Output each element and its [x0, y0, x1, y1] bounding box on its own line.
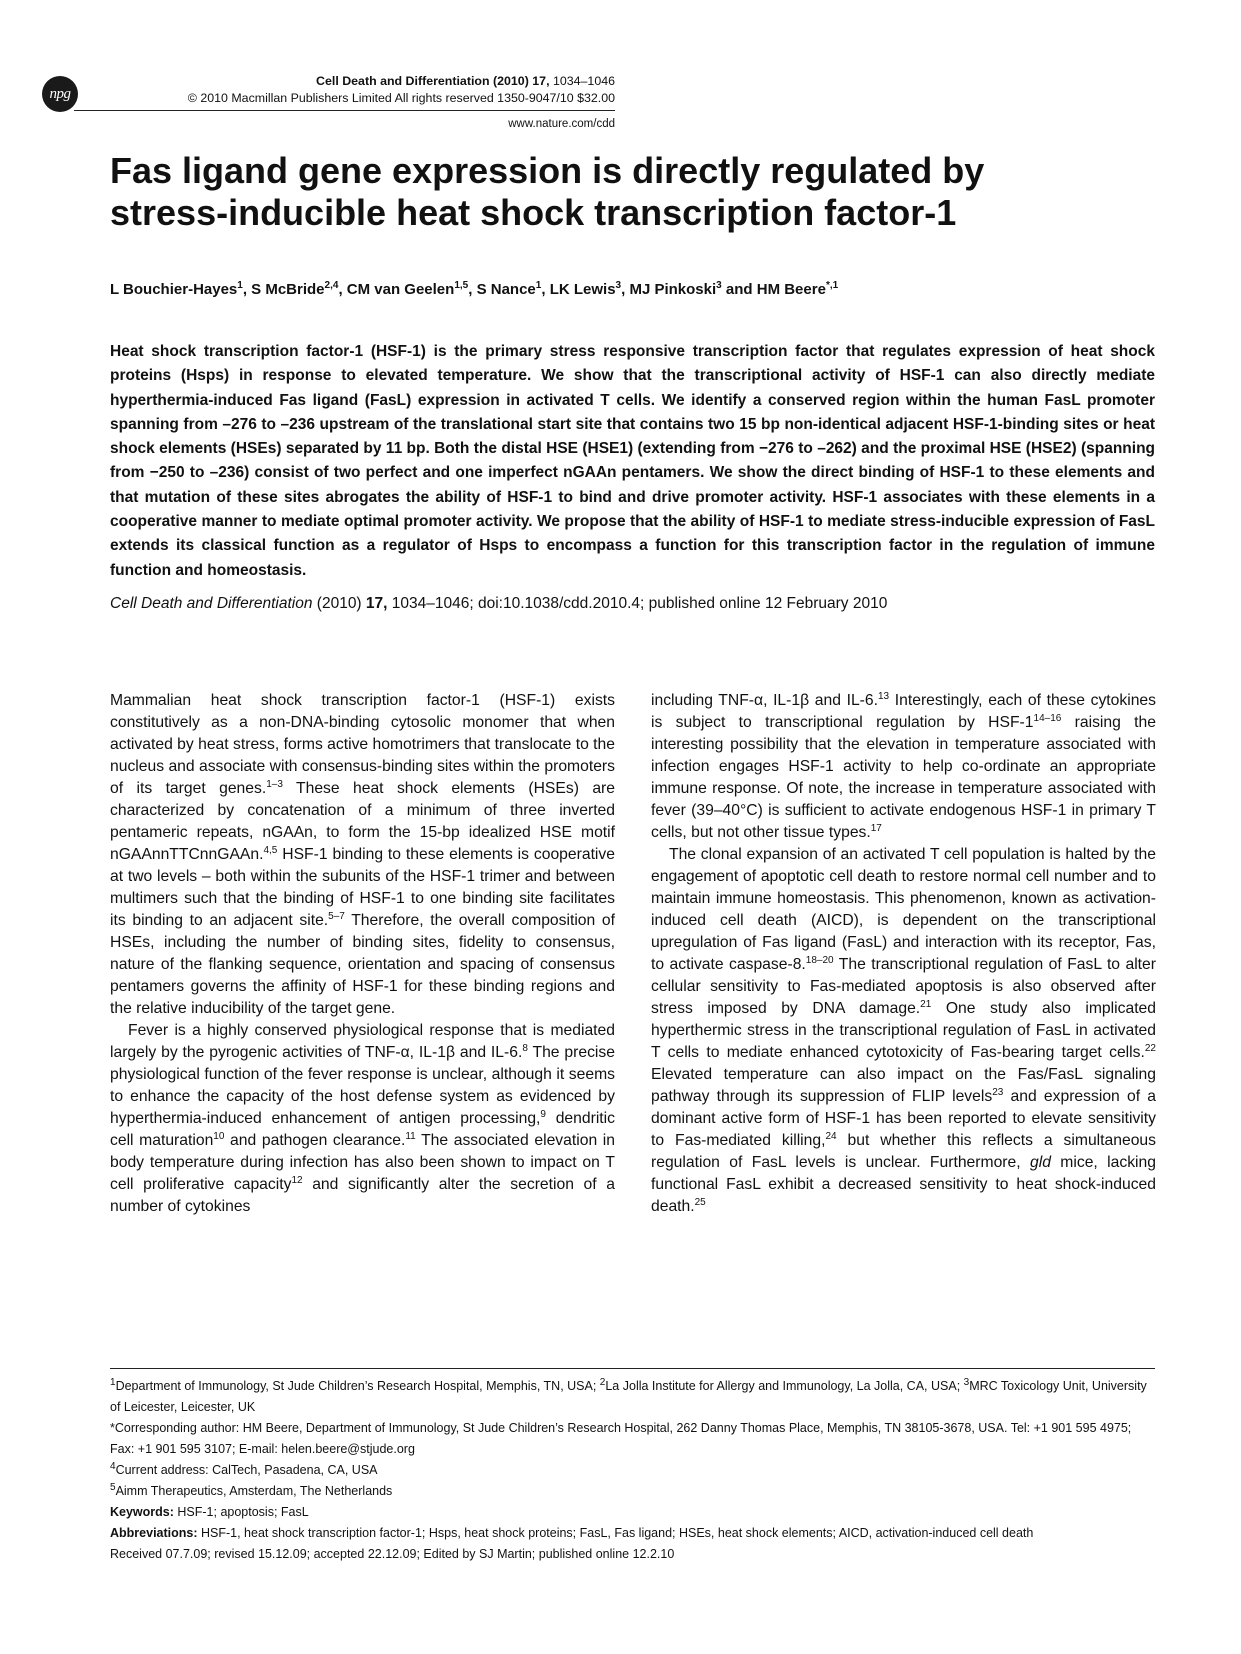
text-run: The precise physiological function of the fever response is unclear, although it seems to enhance the capacity of the host defense system as evidenced by hyperthermia-induced enhancement of antigen processing, — [110, 1044, 615, 1127]
reference-superscript: 4,5 — [263, 844, 278, 856]
author-name: HM Beere — [756, 281, 826, 298]
author-affiliation: 1,5 — [454, 280, 469, 291]
author-affiliation: 3 — [615, 280, 622, 291]
text-run: MRC Toxicology Unit, University of Leicester, Leicester, UK — [110, 1379, 1147, 1414]
reference-superscript: 2 — [599, 1376, 606, 1388]
reference-superscript: 1 — [110, 1376, 116, 1388]
footnote-line — [110, 1502, 1155, 1523]
author-name: MJ Pinkoski — [629, 281, 717, 298]
text-run: but whether this reflects a simultaneous regulation of FasL levels is unclear. Furthermore, — [651, 1132, 1156, 1171]
footnote-line — [110, 1481, 1155, 1502]
citation-details: 1034–1046; doi:10.1038/cdd.2010.4; published online 12 February 2010 — [387, 595, 888, 612]
text-run: Current address: CalTech, Pasadena, CA, USA — [115, 1463, 378, 1477]
body-paragraph — [110, 1020, 615, 1218]
text-run: *Corresponding author: HM Beere, Department of Immunology, St Jude Children’s Research Hospital, 262 Danny Thomas Place, Memphis, TN 38105-3678, USA. Tel: +1 901 595 4975; Fax: +1 901 595 3107; E-mail: helen.beere@stjude.org — [110, 1421, 1132, 1456]
text-run: HSF-1, heat shock transcription factor-1; Hsps, heat shock proteins; FasL, Fas ligand; HSEs, heat shock elements; AICD, activation-induced cell death — [197, 1526, 1034, 1540]
footnote-line — [110, 1376, 1155, 1418]
citation-journal: Cell Death and Differentiation — [110, 595, 313, 612]
reference-superscript: 12 — [291, 1174, 303, 1186]
footnote-divider — [110, 1368, 1155, 1369]
reference-superscript: 4 — [110, 1460, 116, 1472]
text-run: Therefore, the overall composition of HSEs, including the number of binding sites, fidelity to consensus, nature of the flanking sequence, orientation and spacing of consensus pentamers governs the affinity of HSF-1 for these binding regions and the relative inducibility of the target gene. — [110, 912, 615, 1017]
author-affiliation: 1 — [237, 280, 243, 291]
text-run: Elevated temperature can also impact on the Fas/FasL signaling pathway through its suppression of FLIP levels — [651, 1066, 1156, 1105]
author-name: S McBride — [251, 281, 325, 298]
text-run: La Jolla Institute for Allergy and Immunology, La Jolla, CA, USA; — [605, 1379, 964, 1393]
reference-superscript: 5–7 — [328, 910, 345, 922]
body-paragraph — [651, 844, 1156, 1218]
author-separator: , — [468, 281, 477, 298]
bold-label: Abbreviations: — [110, 1526, 198, 1540]
author-affiliation: 3 — [716, 280, 722, 291]
reference-superscript: 24 — [825, 1130, 837, 1142]
journal-header — [120, 73, 615, 107]
text-run: The associated elevation in body temperature during infection has also been shown to impact on T cell proliferative capacity — [110, 1132, 616, 1193]
author-affiliation: 2,4 — [324, 280, 339, 291]
italic-text: gld — [1029, 1154, 1051, 1171]
reference-superscript: 25 — [694, 1196, 706, 1208]
text-run: Department of Immunology, St Jude Children’s Research Hospital, Memphis, TN, USA; — [115, 1379, 600, 1393]
reference-superscript: 9 — [540, 1108, 546, 1120]
body-paragraph — [651, 690, 1156, 844]
text-run: dendritic cell maturation — [110, 1110, 615, 1149]
text-run: Received 07.7.09; revised 15.12.09; accepted 22.12.09; Edited by SJ Martin; published online 12.2.10 — [110, 1547, 675, 1561]
text-run: Fever is a highly conserved physiological response that is mediated largely by the pyrogenic activities of TNF-α, IL-1β and IL-6. — [110, 1022, 615, 1061]
reference-superscript: 13 — [878, 690, 890, 702]
text-run: One study also implicated hyperthermic stress in the transcriptional regulation of FasL in activated T cells to mediate enhanced cytotoxicity of Fas-bearing target cells. — [651, 1000, 1156, 1061]
header-divider — [74, 110, 615, 111]
article-citation — [110, 592, 1155, 616]
text-run: and significantly alter the secretion of a number of cytokines — [110, 1176, 615, 1215]
author-name: CM van Geelen — [346, 281, 455, 298]
author-affiliation: 1 — [535, 280, 542, 291]
journal-url[interactable]: www.nature.com/cdd — [508, 118, 615, 130]
text-run: and expression of a dominant active form of HSF-1 has been reported to elevate sensitivity to Fas-mediated killing, — [651, 1088, 1157, 1149]
journal-name: Cell Death and Differentiation — [316, 74, 490, 88]
reference-superscript: 23 — [992, 1086, 1004, 1098]
reference-superscript: 21 — [920, 998, 932, 1010]
reference-superscript: 5 — [110, 1481, 116, 1493]
author-name: S Nance — [476, 281, 536, 298]
reference-superscript: 14–16 — [1033, 712, 1062, 724]
author-name: LK Lewis — [549, 281, 616, 298]
text-run: including TNF-α, IL-1β and IL-6. — [651, 692, 878, 709]
text-run: The clonal expansion of an activated T cell population is halted by the engagement of apoptotic cell death to restore normal cell number and to maintain immune homeostasis. This phenomenon, known as activation-induced cell death (AICD), is dependent on the transcriptional upregulation of Fas ligand (FasL) and interaction with its receptor, Fas, to activate caspase-8. — [651, 846, 1156, 973]
reference-superscript: 11 — [405, 1130, 416, 1142]
body-column-right — [651, 690, 1156, 1218]
text-run: raising the interesting possibility that the elevation in temperature associated with infection engages HSF-1 activity to help co-ordinate an appropriate immune response. Of note, the increase in temperature associated with fever (39–40°C) is sufficient to activate endogenous HSF-1 in primary T cells, but not other tissue types. — [651, 714, 1156, 841]
npg-logo: npg — [42, 76, 78, 112]
body-paragraph — [110, 690, 615, 1020]
author-name: L Bouchier-Hayes — [110, 281, 238, 298]
reference-superscript: 8 — [522, 1042, 528, 1054]
copyright-line: © 2010 Macmillan Publishers Limited All rights reserved 1350-9047/10 $32.00 — [187, 91, 615, 105]
reference-superscript: 10 — [213, 1130, 225, 1142]
reference-superscript: 17 — [870, 822, 882, 834]
footnote-line — [110, 1523, 1155, 1544]
text-run: HSF-1; apoptosis; FasL — [173, 1505, 309, 1519]
text-run: mice, lacking functional FasL exhibit a decreased sensitivity to heat shock-induced death. — [651, 1154, 1156, 1215]
citation-year: (2010) — [312, 595, 366, 612]
footnote-line — [110, 1544, 1155, 1565]
reference-superscript: 22 — [1144, 1042, 1156, 1054]
author-separator: , — [621, 281, 630, 298]
text-run: HSF-1 binding to these elements is cooperative at two levels – both within the subunits of the HSF-1 trimer and between multimers such that the binding of HSF-1 to one binding site facilitates its binding to an adjacent site. — [110, 846, 615, 929]
author-separator: , — [242, 281, 252, 298]
footnote-line — [110, 1418, 1155, 1460]
journal-citation — [120, 73, 615, 90]
body-column-left — [110, 690, 615, 1218]
text-run: Mammalian heat shock transcription factor-1 (HSF-1) exists constitutively as a non-DNA-binding cytosolic monomer that when activated by heat stress, forms active homotrimers that translocate to the nucleus and associate with consensus-binding sites within the promoters of its target genes. — [110, 692, 615, 797]
reference-superscript: 18–20 — [805, 954, 834, 966]
reference-superscript: 3 — [963, 1376, 970, 1388]
article-title: Fas ligand gene expression is directly regulated by stress-inducible heat shock transcription factor-1 — [110, 150, 985, 233]
footnotes — [110, 1376, 1155, 1565]
author-separator: , — [338, 281, 347, 298]
author-list — [110, 279, 1150, 301]
journal-year: (2010) — [493, 74, 529, 88]
text-run: These heat shock elements (HSEs) are characterized by concatenation of a minimum of three inverted pentameric repeats, nGAAn, to form the 15-bp idealized HSE motif nGAAnnTTCnnGAAn. — [110, 780, 616, 863]
author-separator: , — [541, 281, 550, 298]
bold-label: Keywords: — [110, 1505, 174, 1519]
journal-volume: 17, — [532, 74, 550, 88]
footnote-line — [110, 1460, 1155, 1481]
text-run: Interestingly, each of these cytokines is subject to transcriptional regulation by HSF-1 — [651, 692, 1157, 731]
text-run: The transcriptional regulation of FasL to alter cellular sensitivity to Fas-mediated apoptosis is also observed after stress imposed by DNA damage. — [651, 956, 1156, 1017]
reference-superscript: 1–3 — [266, 778, 283, 790]
text-run: Aimm Therapeutics, Amsterdam, The Netherlands — [115, 1484, 393, 1498]
text-run: and pathogen clearance. — [224, 1132, 406, 1149]
abstract: Heat shock transcription factor-1 (HSF-1) is the primary stress responsive transcription factor that regulates expression of heat shock proteins (Hsps) in response to elevated temperature. We show that the transcriptional activity of HSF-1 can also directly mediate hyperthermia-induced Fas ligand (FasL) expression in activated T cells. We identify a conserved region within the human FasL promoter spanning from –276 to –236 upstream of the translational start site that contains two 15 bp non-identical adjacent HSF-1-binding sites or heat shock elements (HSEs) separated by 11 bp. Both the distal HSE (HSE1) (extending from −276 to –262) and the proximal HSE (HSE2) (spanning from −250 to –236) consist of two perfect and one imperfect nGAAn pentamers. We show the direct binding of HSF-1 to these elements and that mutation of these sites abrogates the ability of HSF-1 to bind and drive promoter activity. HSF-1 associates with these elements in a cooperative manner to mediate optimal promoter activity. We propose that the ability of HSF-1 to mediate stress-inducible expression of FasL extends its classical function as a regulator of Hsps to encompass a function for this transcription factor in the regulation of immune function and homeostasis. — [110, 343, 1155, 579]
author-separator: and — [721, 281, 757, 298]
journal-pages: 1034–1046 — [552, 74, 615, 88]
author-affiliation: *,1 — [825, 280, 839, 291]
citation-volume: 17, — [365, 595, 388, 612]
